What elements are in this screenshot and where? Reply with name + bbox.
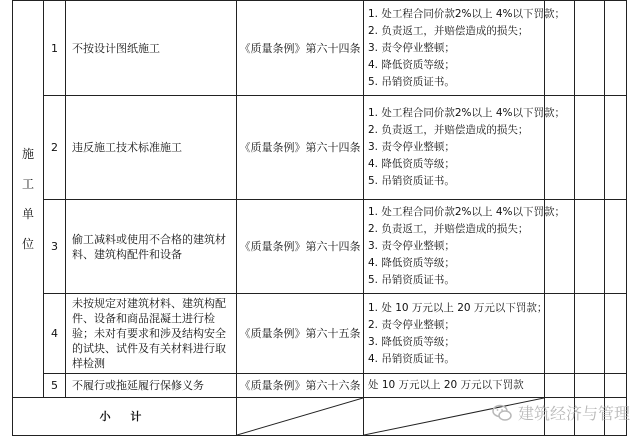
law-reference: 《质量条例》第六十五条 [237, 294, 364, 374]
table-row [13, 294, 627, 374]
blank-cell [545, 294, 575, 374]
table-row [13, 374, 627, 398]
row-number: 4 [44, 294, 66, 374]
law-reference: 《质量条例》第六十四条 [237, 96, 364, 200]
blank-cell [605, 96, 627, 200]
penalty-line: 4. 降低资质等级； [368, 158, 455, 170]
penalty-table [12, 0, 627, 436]
violation-item: 不履行或拖延履行保修义务 [66, 374, 237, 398]
blank-cell [575, 200, 605, 294]
violation-item: 违反施工技术标准施工 [66, 96, 237, 200]
blank-cell [575, 1, 605, 96]
blank-cell [605, 374, 627, 398]
law-reference: 《质量条例》第六十六条 [237, 374, 364, 398]
blank-cell [605, 294, 627, 374]
penalty-line: 1. 处工程合同价款2%以上 4%以下罚款； [368, 7, 566, 20]
blank-cell [575, 294, 605, 374]
table-row [13, 200, 627, 294]
penalty-line: 3. 责令停业整顿； [368, 240, 455, 252]
penalty-line: 3. 责令停业整顿； [368, 41, 455, 54]
table-row [13, 1, 627, 96]
violation-item: 不按设计图纸施工 [66, 1, 237, 96]
watermark-text: 建筑经济与管理 [517, 404, 630, 423]
row-number: 1 [44, 1, 66, 96]
penalty-line: 2. 负责返工，并赔偿造成的损失； [368, 24, 529, 37]
penalty-line: 2. 责令停业整顿； [368, 318, 455, 331]
penalty-cell [364, 294, 548, 374]
penalty-cell [364, 374, 545, 398]
row-number: 3 [44, 200, 66, 294]
penalty-cell [364, 200, 566, 294]
law-reference: 《质量条例》第六十四条 [237, 1, 364, 96]
diagonal-line [237, 398, 363, 435]
penalty-line: 4. 降低资质等级； [368, 257, 455, 269]
blank-cell [605, 1, 627, 96]
blank-cell [605, 200, 627, 294]
penalty-cell [364, 96, 566, 200]
penalty-line: 3. 降低资质等级； [368, 335, 455, 348]
blank-cell [575, 374, 605, 398]
penalty-line: 2. 负责返工，并赔偿造成的损失； [368, 124, 529, 136]
violation-item: 偷工减料或使用不合格的建筑材料、建筑构配件和设备 [66, 200, 237, 294]
penalty-cell [364, 1, 566, 96]
row-number: 5 [44, 374, 66, 398]
penalty-line: 处 10 万元以上 20 万元以下罚款 [368, 379, 524, 391]
diagonal-cell [237, 398, 364, 436]
penalty-line: 2. 负责返工，并赔偿造成的损失； [368, 223, 529, 235]
wechat-icon [492, 403, 512, 423]
blank-cell [545, 374, 575, 398]
penalty-line: 5. 吊销资质证书。 [368, 175, 455, 187]
row-number: 2 [44, 96, 66, 200]
watermark [492, 401, 630, 424]
table-row [13, 96, 627, 200]
unit-label: 施工单位 [21, 147, 34, 251]
penalty-line: 1. 处工程合同价款2%以上 4%以下罚款； [368, 107, 566, 119]
penalty-line: 4. 降低资质等级； [368, 58, 455, 71]
penalty-line: 5. 吊销资质证书。 [368, 75, 455, 88]
penalty-line: 3. 责令停业整顿； [368, 141, 455, 153]
violation-item: 未按规定对建筑材料、建筑构配件、设备和商品混凝土进行检验；未对有要求和涉及结构安全的试块、试件及有关材料进行取样检测 [66, 294, 237, 374]
penalty-line: 5. 吊销资质证书。 [368, 274, 455, 286]
subtotal-label: 小 计 [13, 398, 237, 436]
penalty-line: 4. 吊销资质证书。 [368, 352, 455, 365]
penalty-line: 1. 处工程合同价款2%以上 4%以下罚款； [368, 206, 566, 218]
law-reference: 《质量条例》第六十四条 [237, 200, 364, 294]
unit-cell [13, 1, 44, 398]
penalty-line: 1. 处 10 万元以上 20 万元以下罚款； [368, 301, 548, 314]
blank-cell [575, 96, 605, 200]
